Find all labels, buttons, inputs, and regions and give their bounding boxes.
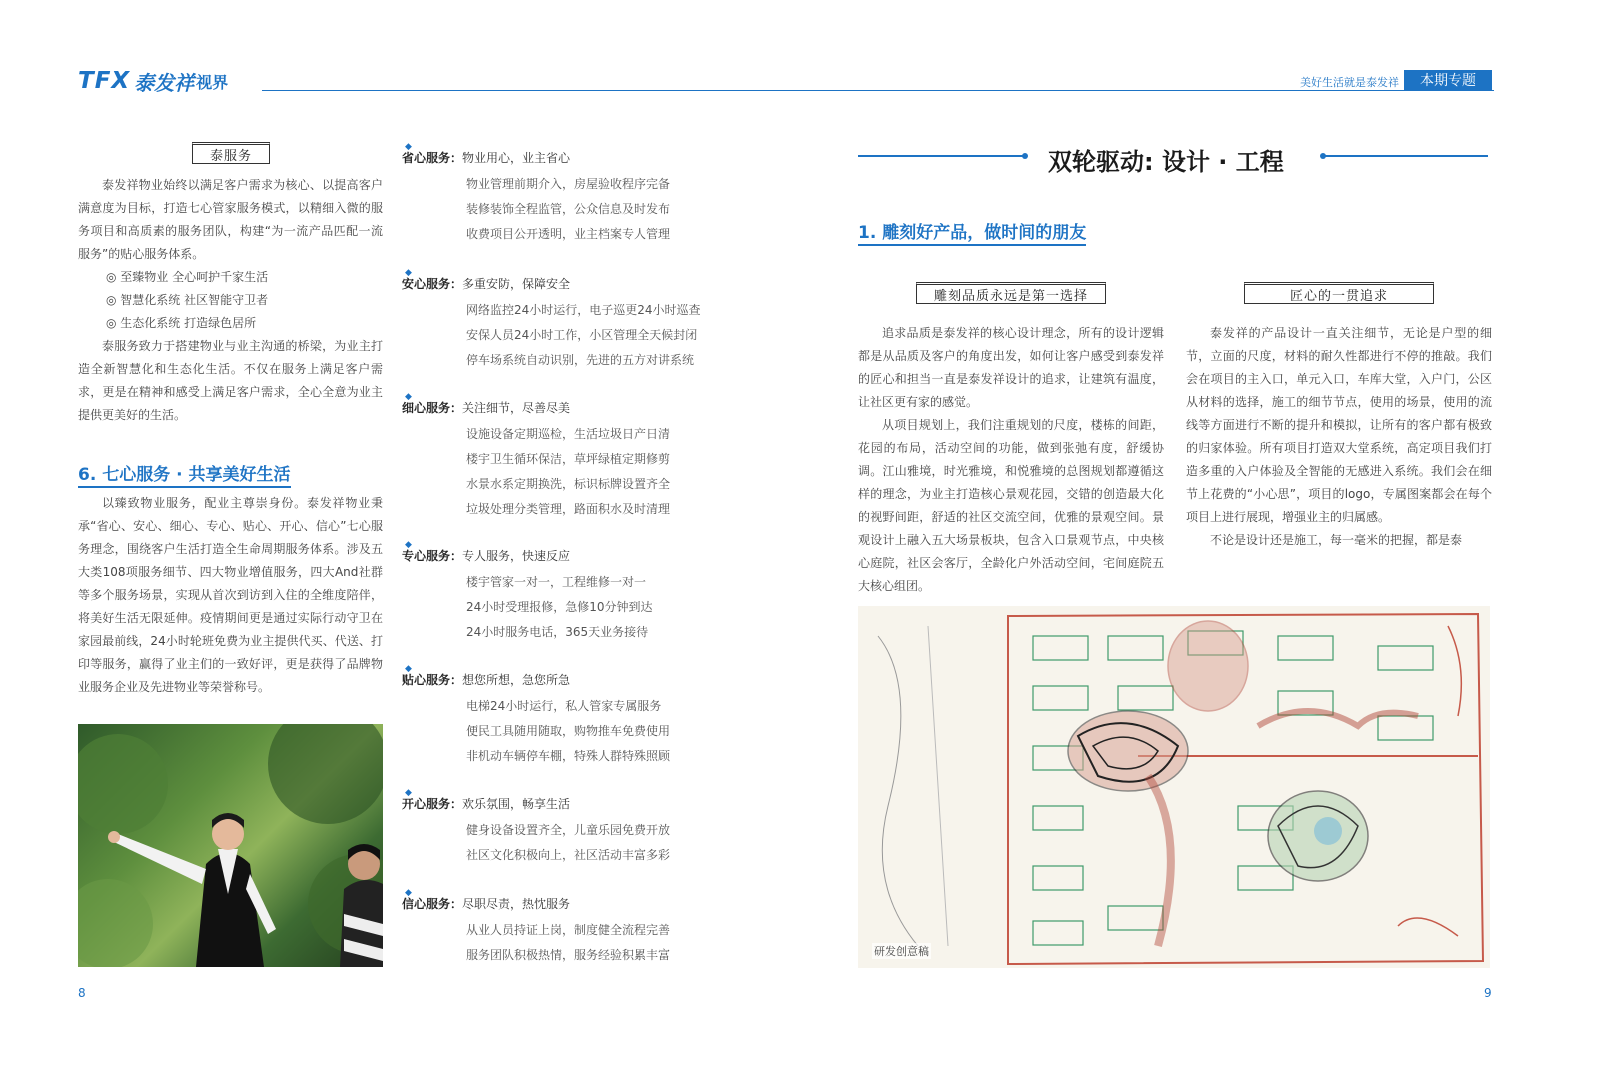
intro-paragraph: 泰发祥物业始终以满足客户需求为核心、以提高客户满意度为目标，打造七心管家服务模式，以精细入微的服务项目和高质素的服务团队，构建“为一流产品匹配一流服务”的贴心服务体系。 (78, 178, 383, 261)
service-line: 楼宇管家一对一，工程维修一对一 (466, 575, 647, 589)
bullet-dot-icon: ◆ (405, 664, 412, 674)
title-rule-left (858, 155, 1026, 157)
section-6-title: 6. 七心服务 · 共享美好生活 (78, 460, 291, 488)
service-name: 开心服务： (402, 797, 463, 811)
column-a (858, 322, 1164, 598)
service-name: 信心服务： (402, 897, 463, 911)
service-line: 停车场系统自动识别，先进的五方对讲系统 (466, 353, 695, 367)
service-block-6 (402, 788, 671, 868)
service-block-2 (402, 268, 701, 373)
service-line: 安保人员24小时工作，小区管理全天候封闭 (466, 328, 698, 342)
service-tagline: 物业用心，业主省心 (462, 151, 571, 165)
page-number-left: 8 (78, 986, 86, 1000)
bullet-dot-icon: ◆ (405, 540, 412, 550)
service-line: 网络监控24小时运行，电子巡更24小时巡查 (466, 303, 701, 317)
bullet-item: ◎ 智慧化系统 社区智能守卫者 (106, 293, 269, 307)
bullet-item: ◎ 生态化系统 打造绿色居所 (106, 316, 257, 330)
section-6-body: 以臻致物业服务，配业主尊崇身份。泰发祥物业秉承“省心、安心、细心、专心、贴心、开心、信心”七心服务理念，围绕客户生活打造全生命周期服务体系。涉及五大类108项服务细节、四大物业增值服务，四大And社群等多个服务场景，实现从首次到访到入住的全维度陪伴，将美好生活无限延伸。疫情期间更是通过实际行动守卫在家园最前线，24小时轮班免费为业主提供代买、代送、打印等服务，赢得了业主们的一致好评，更是获得了品牌物业服务企业及先进物业等荣誉称号。 (78, 496, 383, 694)
service-tagline: 多重安防，保障安全 (462, 277, 571, 291)
service-line: 服务团队积极热情，服务经验积累丰富 (466, 948, 671, 962)
service-line: 健身设备设置齐全，儿童乐园免费开放 (466, 823, 671, 837)
service-line: 24小时服务电话，365天业务接待 (466, 625, 649, 639)
column-b-paragraph-2: 不论是设计还是施工，每一毫米的把握，都是泰 (1210, 533, 1463, 547)
service-name: 专心服务： (402, 549, 463, 563)
column-b (1186, 322, 1492, 552)
service-tagline: 尽职尽责，热忱服务 (462, 897, 571, 911)
logo-mark: TFX (78, 68, 131, 94)
column-a-paragraph-2: 从项目规划上，我们注重规划的尺度，楼栋的间距，花园的布局，活动空间的功能，做到张弛有度，舒缓协调。江山雅境，时光雅境，和悦雅境的总图规划都遵循这样的理念，为业主打造核心景观花园，交错的创造最大化的视野间距，舒适的社区交流空间，优雅的景观空间。景观设计上融入五大场景板块，包含入口景观节点，中央核心庭院，社区会客厅，全龄化户外活动空间，宅间庭院五大核心组团。 (858, 418, 1164, 593)
service-line: 社区文化积极向上，社区活动丰富多彩 (466, 848, 671, 862)
service-paragraph: 泰服务致力于搭建物业与业主沟通的桥梁，为业主打造全新智慧化和生态化生活。不仅在服务上满足客户需求，更是在精神和感受上满足客户需求，全心全意为业主提供更美好的生活。 (78, 339, 383, 422)
service-tagline: 想您所想，急您所急 (462, 673, 571, 687)
feature-bullets (78, 266, 383, 335)
bullet-dot-icon: ◆ (405, 142, 412, 152)
service-line: 水景水系定期换洗，标识标牌设置齐全 (466, 477, 671, 491)
bullet-dot-icon: ◆ (405, 268, 412, 278)
service-line: 24小时受理报修，急修10分钟到达 (466, 600, 653, 614)
service-tagline: 专人服务，快速反应 (462, 549, 571, 563)
service-block-4 (402, 540, 653, 645)
service-block-5 (402, 664, 671, 769)
header-slogan: 美好生活就是泰发祥 (1300, 76, 1399, 89)
column-a-paragraph-1: 追求品质是泰发祥的核心设计理念，所有的设计逻辑都是从品质及客户的角度出发，如何让客户感受到泰发祥的匠心和担当一直是泰发祥设计的追求，让建筑有温度，让社区更有家的感觉。 (858, 326, 1164, 409)
issue-tag: 本期专题 (1404, 70, 1492, 90)
service-name: 贴心服务： (402, 673, 463, 687)
bullet-item: ◎ 至臻物业 全心呵护千家生活 (106, 270, 269, 284)
service-line: 收费项目公开透明，业主档案专人管理 (466, 227, 671, 241)
service-line: 便民工具随用随取，购物推车免费使用 (466, 724, 671, 738)
logo-name: 泰发祥 (134, 70, 195, 95)
service-name: 细心服务： (402, 401, 463, 415)
subhead-tai-service: 泰服务 (192, 142, 270, 164)
service-line: 物业管理前期介入，房屋验收程序完备 (466, 177, 671, 191)
service-line: 设施设备定期巡检，生活垃圾日产日清 (466, 427, 671, 441)
service-name: 省心服务： (402, 151, 463, 165)
site-plan-sketch (858, 606, 1490, 968)
service-line: 电梯24小时运行，私人管家专属服务 (466, 699, 662, 713)
service-block-7 (402, 888, 671, 968)
subhead-craftsmanship: 匠心的一贯追求 (1244, 282, 1434, 304)
service-line: 非机动车辆停车棚，特殊人群特殊照顾 (466, 749, 671, 763)
feature-title: 双轮驱动: 设计 · 工程 (1048, 148, 1284, 176)
brand-logo (78, 68, 228, 94)
section-1-title: 1. 雕刻好产品，做时间的朋友 (858, 218, 1086, 246)
service-tagline: 欢乐氛围，畅享生活 (462, 797, 571, 811)
title-rule-right (1322, 155, 1488, 157)
bullet-dot-icon: ◆ (405, 392, 412, 402)
subhead-quality: 雕刻品质永远是第一选择 (916, 282, 1106, 304)
service-line: 从业人员持证上岗，制度健全流程完善 (466, 923, 671, 937)
intro-block (78, 174, 383, 427)
header-rule (262, 90, 1494, 91)
column-b-paragraph-1: 泰发祥的产品设计一直关注细节，无论是户型的细节，立面的尺度，材料的耐久性都进行不停的推敲。我们会在项目的主入口，单元入口，车库大堂，入户门，公区从材料的选择，施工的细节节点，使用的场景，使用的流线等方面进行不断的提升和模拟，让所有的客户都有极致的归家体验。所有项目打造双大堂系统，高定项目我们打造多重的入户体验及全智能的无感进入系统。我们会在细节上花费的“小心思”，项目的logo，专属图案都会在每个项目上进行展现，增强业主的归属感。 (1186, 326, 1492, 524)
service-line: 楼宇卫生循环保洁，草坪绿植定期修剪 (466, 452, 671, 466)
section-6-body-block (78, 492, 383, 699)
page-number-right: 9 (1484, 986, 1492, 1000)
service-line: 垃圾处理分类管理，路面积水及时清理 (466, 502, 671, 516)
sketch-caption: 研发创意稿 (874, 945, 929, 958)
service-tagline: 关注细节，尽善尽美 (462, 401, 571, 415)
service-block-3 (402, 392, 671, 522)
bullet-dot-icon: ◆ (405, 888, 412, 898)
service-block-1 (402, 142, 671, 247)
service-line: 装修装饰全程监管，公众信息及时发布 (466, 202, 671, 216)
bullet-dot-icon: ◆ (405, 788, 412, 798)
staff-photo (78, 724, 383, 967)
logo-sub: 视界 (196, 72, 229, 92)
service-name: 安心服务： (402, 277, 463, 291)
